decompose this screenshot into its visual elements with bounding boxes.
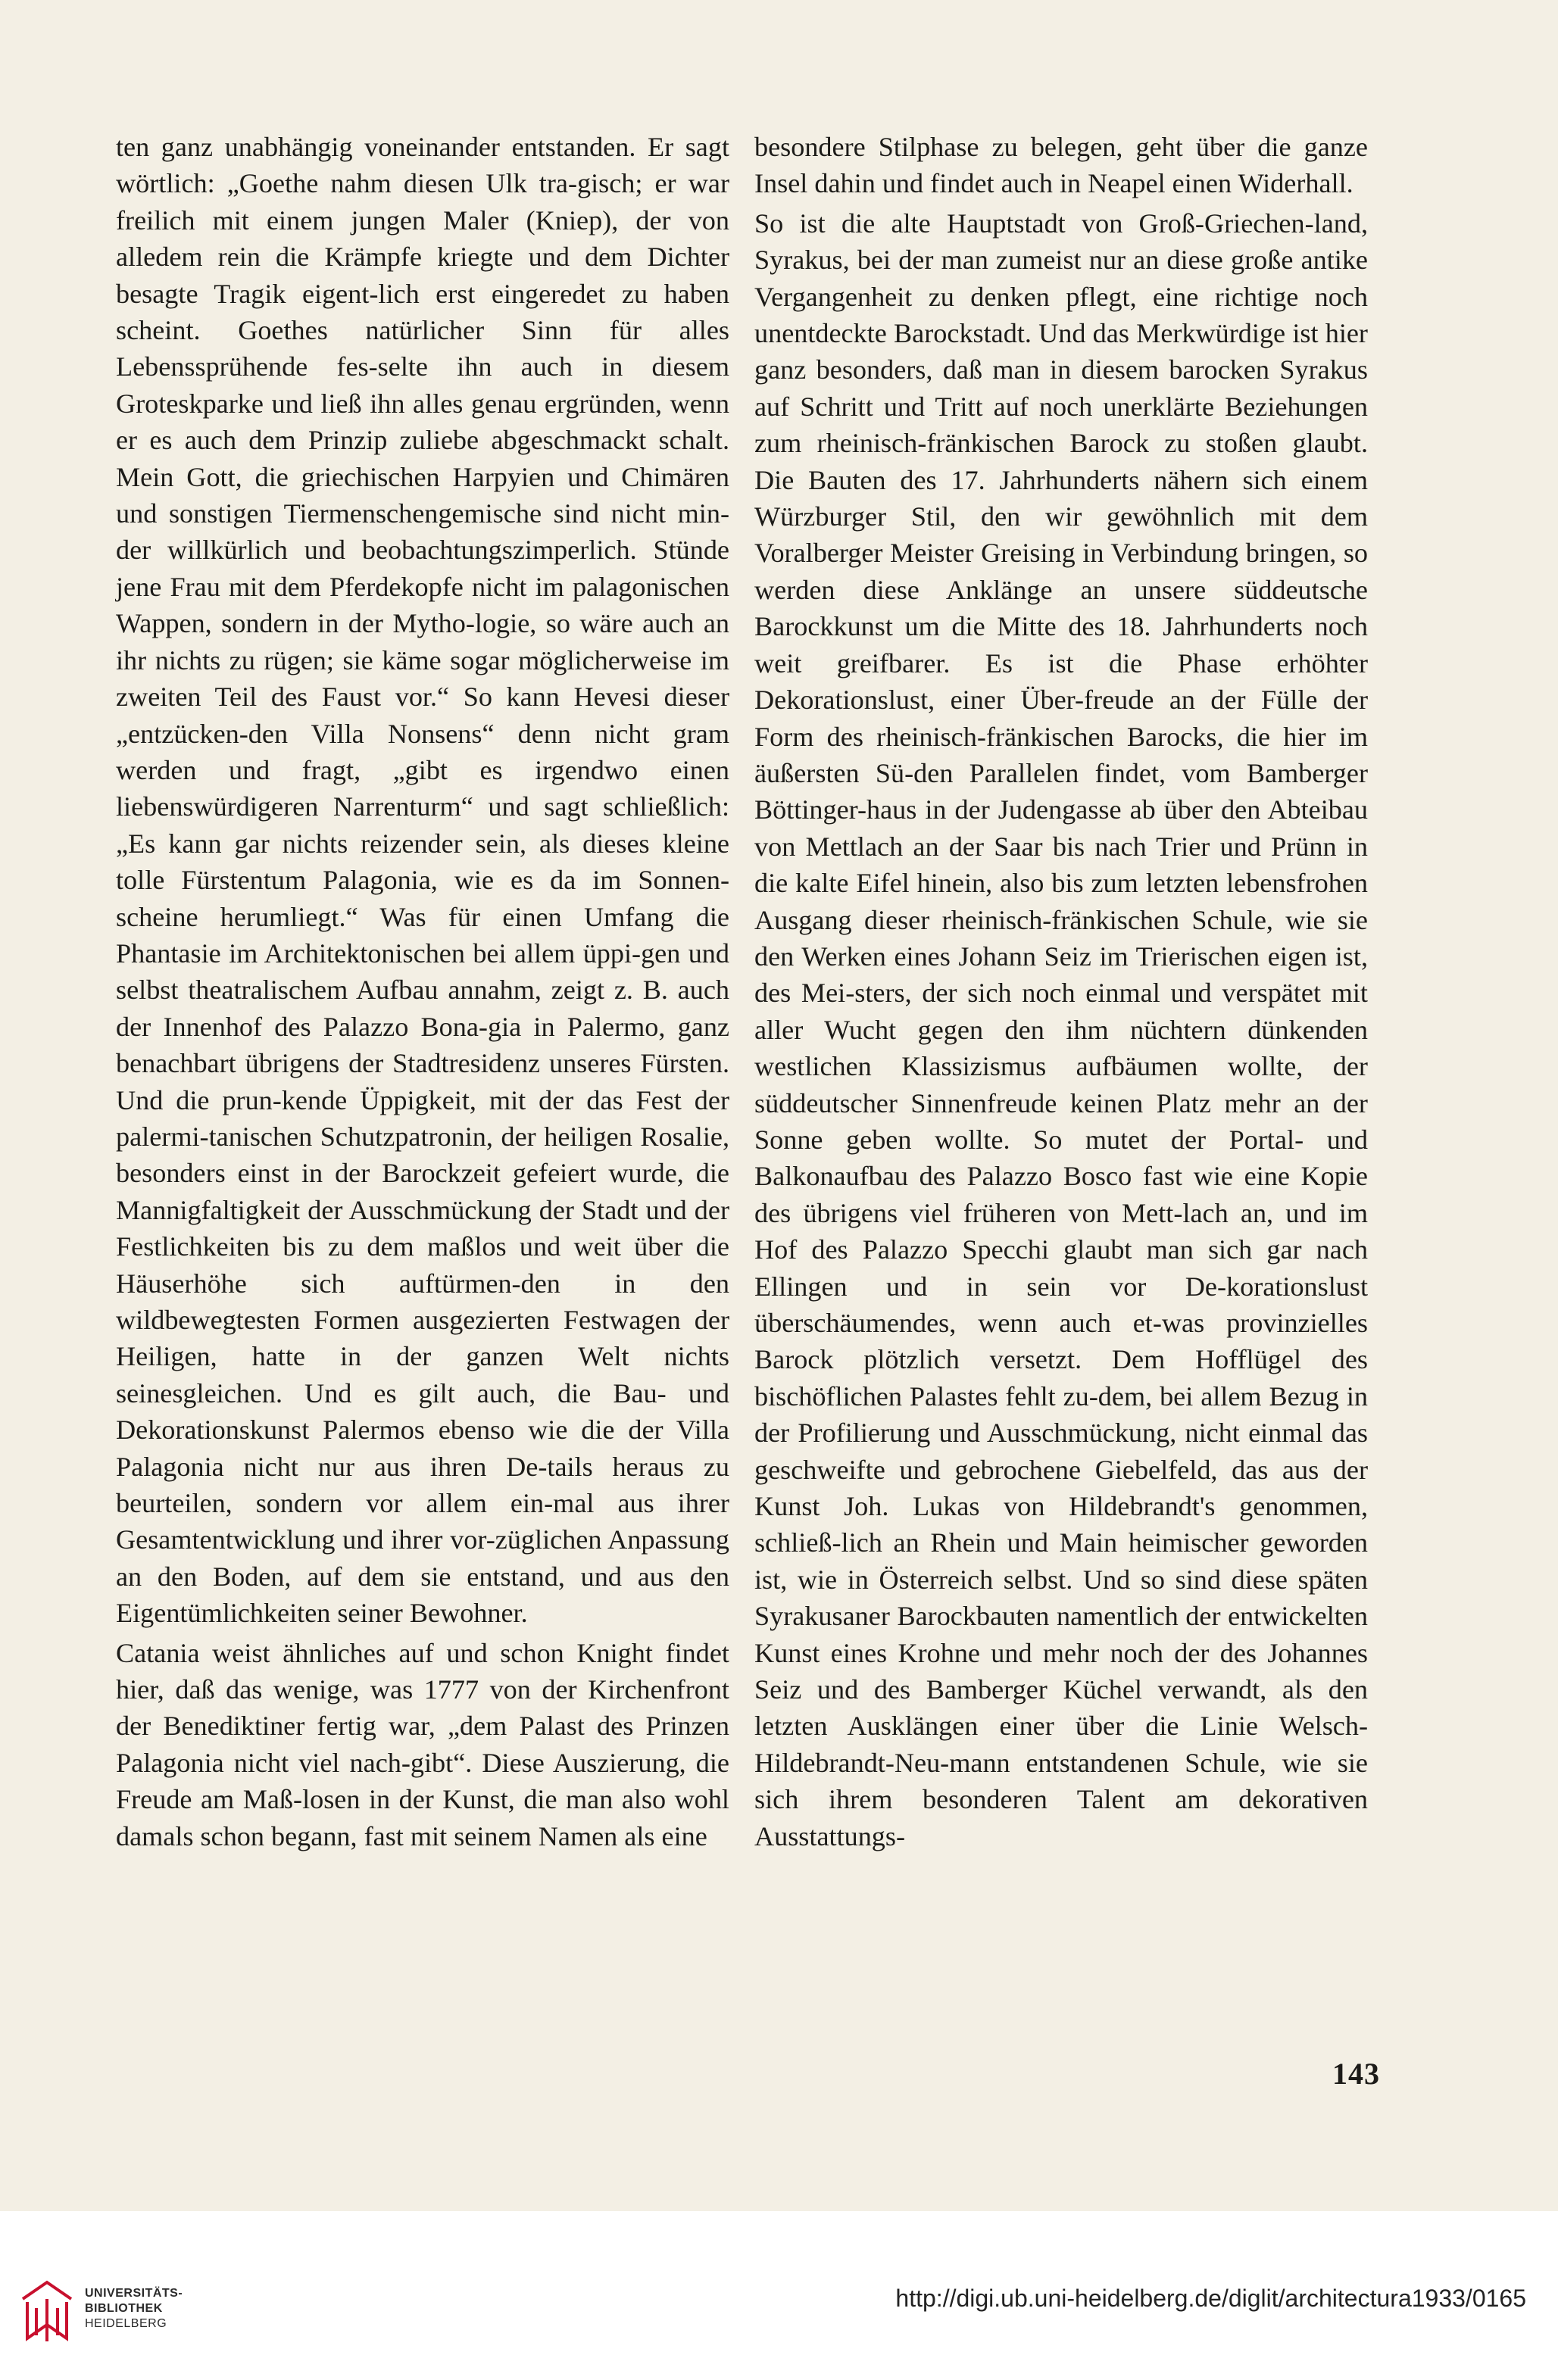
left-column [116,129,729,1854]
digitization-footer [0,2211,1558,2380]
library-name [85,2286,183,2332]
library-name-line: BIBLIOTHEK [85,2302,163,2315]
paragraph: besondere Stilphase zu belegen, geht über die ganze Insel dahin und findet auch in Neapel einen Widerhall. [754,132,1368,199]
library-name-line: HEIDELBERG [85,2317,167,2330]
source-url-link[interactable]: http://digi.ub.uni-heidelberg.de/diglit/architectura1933/0165 [895,2285,1526,2312]
paragraph: Catania weist ähnliches auf und schon Knight findet hier, daß das wenige, was 1777 von der Kirchenfront der Benediktiner fertig war, „dem Palast des Prinzen Palagonia nicht viel nach-gibt“. Diese Auszierung, die Freude am Maß-losen in der Kunst, die man also wohl damals schon begann, fast mit seinem Namen als eine [116,1637,729,1851]
page-number: 143 [1332,2057,1380,2091]
right-column [754,129,1368,1854]
ub-heidelberg-logo-icon [17,2276,77,2344]
paragraph: So ist die alte Hauptstadt von Groß-Griechen-land, Syrakus, bei der man zumeist nur an diese große antike Vergangenheit zu denken pflegt, eine richtige noch unentdeckte Barockstadt. Und das Merkwürdige ist hier ganz besonders, daß man in diesem barocken Syrakus auf Schritt und Tritt auf noch unerklärte Beziehungen zum rheinisch-fränkischen Barock zu stoßen glaubt. Die Bauten des 17. Jahrhunderts nähern sich einem Würzburger Stil, den wir gewöhnlich mit dem Voralberger Meister Greising in Verbindung bringen, so werden diese Anklänge an unsere süddeutsche Barockkunst um die Mitte des 18. Jahrhunderts noch weit greifbarer. Es ist die Phase erhöhter Dekorationslust, einer Über-freude an der Fülle der Form des rheinisch-fränkischen Barocks, die hier im äußersten Sü-den Parallelen findet, vom Bamberger Böttinger-haus in der Judengasse ab über den Abteibau von Mettlach an der Saar bis nach Trier und Prünn in die kalte Eifel hinein, also bis zum letzten lebensfrohen Ausgang dieser rheinisch-fränkischen Schule, wie sie den Werken eines Johann Seiz im Trierischen eigen ist, des Mei-sters, der sich noch einmal und verspätet mit aller Wucht gegen den ihm nüchtern dünkenden westlichen Klassizismus aufbäumen wollte, der süddeutscher Sinnenfreude keinen Platz mehr an der Sonne geben wollte. So mutet der Portal- und Balkonaufbau des Palazzo Bosco fast wie eine Kopie des übrigens viel früheren von Mett-lach an, und im Hof des Palazzo Specchi glaubt man sich gar nach Ellingen und in sein vor De-korationslust überschäumendes, wenn auch et-was provinzielles Barock plötzlich versetzt. Dem Hofflügel des bischöflichen Palastes fehlt zu-dem, bei allem Bezug in der Profilierung und Ausschmückung, nicht einmal das geschweifte und gebrochene Giebelfeld, das aus der Kunst Joh. Lukas von Hildebrandt's genommen, schließ-lich an Rhein und Main heimischer geworden ist, wie in Österreich selbst. Und so sind diese späten Syrakusaner Barockbauten namentlich der entwickelten Kunst eines Krohne und mehr noch der des Johannes Seiz und des Bamberger Küchel verwandt, als den letzten Ausklängen einer über die Linie Welsch-Hildebrandt-Neu-mann entstandenen Schule, wie sie sich ihrem besonderen Talent am dekorativen Ausstattungs- [754,207,1368,1851]
library-name-line: UNIVERSITÄTS- [85,2287,183,2300]
paragraph: ten ganz unabhängig voneinander entstanden. Er sagt wörtlich: „Goethe nahm diesen Ulk tra-gisch; er war freilich mit einem jungen Maler (Kniep), der von alledem rein die Krämpfe kriegte und dem Dichter besagte Tragik eigent-lich erst eingeredet zu haben scheint. Goethes natürlicher Sinn für alles Lebenssprühende fes-selte ihn auch in diesem Groteskparke und ließ ihn alles genau ergründen, wenn er es auch dem Prinzip zuliebe abgeschmackt schalt. Mein Gott, die griechischen Harpyien und Chimären und sonstigen Tiermenschengemische sind nicht min-der willkürlich und beobachtungszimperlich. Stünde jene Frau mit dem Pferdekopfe nicht im palagonischen Wappen, sondern in der Mytho-logie, so wäre auch an ihr nichts zu rügen; sie käme sogar möglicherweise im zweiten Teil des Faust vor.“ So kann Hevesi dieser „entzücken-den Villa Nonsens“ denn nicht gram werden und fragt, „gibt es irgendwo einen liebenswürdigeren Narrenturm“ und sagt schließlich: „Es kann gar nichts reizender sein, als dieses kleine tolle Fürstentum Palagonia, wie es da im Sonnen-scheine herumliegt.“ Was für einen Umfang die Phantasie im Architektonischen bei allem üppi-gen und selbst theatralischem Aufbau annahm, zeigt z. B. auch der Innenhof des Palazzo Bona-gia in Palermo, ganz benachbart übrigens der Stadtresidenz unseres Fürsten. Und die prun-kende Üppigkeit, mit der das Fest der palermi-tanischen Schutzpatronin, der heiligen Rosalie, besonders einst in der Barockzeit gefeiert wurde, die Mannigfaltigkeit der Ausschmückung der Stadt und der Festlichkeiten bis zu dem maßlos und weit über die Häuserhöhe sich auftürmen-den in den wildbewegtesten Formen ausgezierten Festwagen der Heiligen, hatte in der ganzen Welt nichts seinesgleichen. Und es gilt auch, die Bau- und Dekorationskunst Palermos ebenso wie die der Villa Palagonia nicht nur aus ihren De-tails heraus zu beurteilen, sondern vor allem ein-mal aus ihrer Gesamtentwicklung und ihrer vor-züglichen Anpassung an den Boden, auf dem sie entstand, und aus den Eigentümlichkeiten seiner Bewohner. [116,132,729,1629]
